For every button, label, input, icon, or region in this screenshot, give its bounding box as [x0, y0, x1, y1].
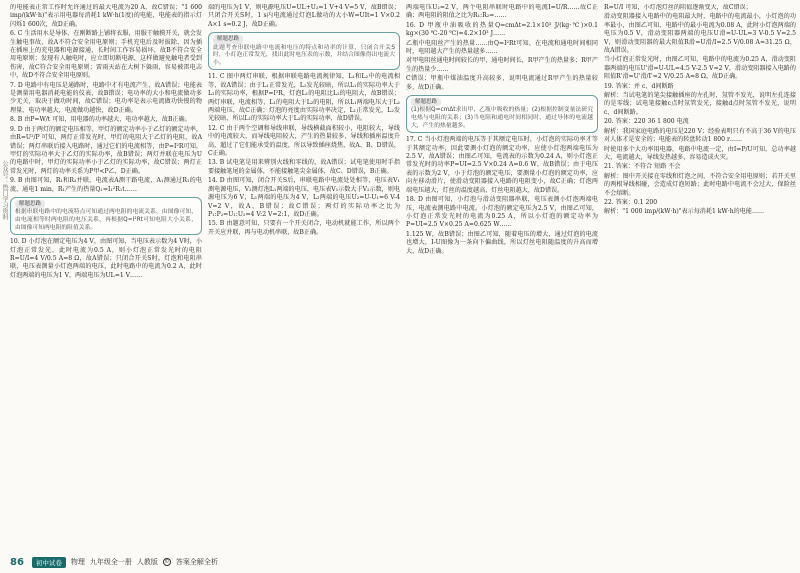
paragraph: 时使用多个大功率用电器，电路中电流一定，由I=P/U可知，总功率越大，电流越大，导线发热越多，容易造成火灾。 — [604, 145, 796, 161]
edition-label: 人教版 — [136, 558, 158, 566]
copyright-icon: © — [164, 559, 170, 565]
paragraph: 19. 答案：并 c、d间断路 — [604, 82, 674, 90]
paragraph: 9. D 由于两灯的额定电压相等，甲灯的额定功率小于乙灯的额定功率，由R=U²/P 可知，两灯正常发光时，甲灯的电阻大于乙灯的电阻，故A错误；两灯串联后接入电路时，通过它们的电流相等，由P=I²R可知，甲灯的实际功率大于乙灯的实际功率，故B错误；两灯并联在电压为U的电路中时，甲灯的实际功率小于乙灯的实际功率，故C错误；两灯正常发光时，两灯的功率关系为P甲<P乙，D正确。 — [10, 125, 202, 175]
paragraph: 乙瓶中电阻丝产生的热量……由Q=I²Rt可知，在电流和通电时间相同时，电阻越大产生的热量越多…… — [406, 39, 598, 56]
box-text: 此题考查串联电路中电流和电压的特点和功率的计算，只闭合开关S时，小灯泡正常发光，找出此时电压表的示数，并结合图像得出电流大小。 — [213, 44, 395, 66]
paragraph: 解析：我国家庭电路的电压是220 V；经验表明只有不高于36 V的电压对人体才是安全的；电能表的转盘转动1 800 r…… — [604, 127, 796, 144]
paragraph: 解析：图中开关接在零线和灯泡之间，不符合安全用电原则；若开关里的两根导线相碰，会造成灯泡短路；此时电路中电流不会过大，保险丝不会熔断。 — [604, 172, 796, 197]
paragraph: 22. 答案：0.1 200 — [604, 198, 658, 206]
paragraph: 解析：当试电笔的笔尖接触插座的左孔时，氖管不发光，说明左孔连接的是零线；试电笔接触c点时氖管发光，接触d点时氖管不发光，说明c、d间断路。 — [604, 92, 796, 116]
paragraph: 7. D 电路中有电压是通路时，电路中才有电流产生，故A错误；电能表是测量用电器消耗电能的仪表，故B错误；电功率的大小和电流做功多少无关，取决于做功时间，故C错误；电功率是表示电流做功快慢的物理量，电功率越大，电流做功越快，故D正确。 — [10, 81, 202, 114]
paragraph: 14. D 由图可知，闭合开关S后，串联电路中电流处处相等，电压表V₁测电源电压，V₂测灯泡L₁两端的电压，电压表V₁示数大于V₂示数，则电源电压为6 V，L₁两端的电压为4 V，L₂两端的电压U₂=U-U₁=6 V-4 V=2 V，故A、B错误；故C错误；两灯的实际功率之比为P₁:P₂=U₁:U₂=4 V:2 V=2:1，故D正确。 — [208, 177, 400, 218]
paragraph: 1.125 W，故B错误；由图乙可知，随着电压的增大，通过灯泡的电流也增大，I-U图像为一条向下偏曲线，所以灯丝电阻随温度的升高而增大，故D正确。 — [406, 230, 598, 255]
paragraph: 13. B 试电笔是用来辨别火线和零线的，故A错误；试电笔使用时手指要接触笔尾的金属体，不能接触笔尖金属体，故C、D错误，B正确。 — [208, 159, 400, 175]
box-title: 解题思路 — [411, 98, 441, 106]
grade-label: 九年级全一册 — [89, 558, 132, 566]
paragraph: 17. C 当小灯泡两端的电压等于其额定电压时，小灯泡的实际功率才等于其额定功率，因此要测小灯泡的额定功率，应使小灯泡两端电压为2.5 V，故A错误；由图乙可知，电流表的示数为0.24 A，则小灯泡正常发光时的功率P=UI=2.5 V×0.24 A=0.6 W，故B错误；由于电压表的示数为2 V，小于灯泡的额定电压，要测量小灯泡的额定功率，应向左移动滑片，使滑动变阻器接入电路的电阻变小，故C正确；灯泡两端电压越大，灯丝的温度越高，灯丝电阻越大，故D错误。 — [406, 136, 598, 194]
paragraph: 21. 答案：不符合 短路 不会 — [604, 163, 681, 171]
solution-tip-box — [208, 32, 400, 70]
paragraph: 20. 答案：220 36 1 800 电流 — [604, 118, 689, 126]
answer-label: 答案全解全析 — [175, 558, 218, 566]
column-3 — [406, 4, 598, 552]
box-text: (1)根据Q=cmΔt求出甲、乙瓶中吸收的热量；(2)根据控制变量法研究电热与电阻的关系；(3)当电阻和通电时间相同时，通过导体的电流越大，产生的热量越多。 — [411, 107, 593, 129]
page-body — [10, 4, 796, 552]
paragraph: C错误；甲瓶中煤油温度升高较多，说明电流通过R甲产生的热量较多，故D正确。 — [406, 75, 598, 91]
paragraph: 16. D 甲瓶中油吸收的热量Q=cmΔt=2.1×10³ J/(kg·℃)×0.1 kg×(30 ℃-20 ℃)=4.2×10³ J…… — [406, 21, 598, 38]
solution-tip-box — [10, 197, 202, 235]
paragraph: 端的电压为1 V，则电源电压U=UL+U₂=1 V+4 V=5 V，故B错误；只闭合开关S时，1 s内电流通过灯泡L做功的大小W=UIt=1 V×0.2 A×1 s=0.2 J，故D正确。 — [208, 4, 400, 28]
paragraph: 11. C 图中两灯串联，根据串联电路电流规律知，L₁和L₂中的电流相等，故A错误；由于L₁正常发光，L₂发光较暗，所以L₁的实际功率大于L₂的实际功率，根据P=I²R，灯泡L₁的电阻比L₂的电阻大，故B错误；两灯串联，电流相等，L₁的电阻大于L₂的电阻，所以L₁两端电压大于L₂两端电压，故C正确；灯泡的亮度由实际功率决定，L₁正常发光，L₂发光较暗，所以L₁的实际功率大于L₂的实际功率，故D错误。 — [208, 73, 400, 123]
column-4 — [604, 4, 796, 552]
page-footer — [10, 555, 218, 569]
page-number: 86 — [10, 556, 24, 568]
box-text: 根据串联电路中的电流特点可知通过两电阻的电流关系，由图像可知，由电流相等时两电阻的电压关系，再根据Q=I²Rt可知电阻大小关系，由图像可知两电阻的阻值关系。 — [15, 209, 197, 231]
subject-label: 物理 — [70, 558, 85, 566]
column-2 — [208, 4, 400, 552]
paragraph: 6. C 生活用水是导体，在刚断路上铺将衣服，用服干触摸开关，就会发生触电事故，故A不符合安全用电原则；手机充电后及时拔除，因为插在插座上的充电器和电源接通，长时间工作容易损坏，故B不符合安全用电原则；发现有人触电时，应立即切断电源，这样做避免触电者受到伤害，故C符合安全用电原则；雷雨天站在大树下躲雨，容易被雷电击中，故D不符合安全用电原则。 — [10, 30, 202, 80]
paragraph: 18. D 由图可知，小灯泡与滑动变阻器串联，电压表测小灯泡两端电压，电流表测电路中电流。小灯泡的额定电压为2.5 V，由图乙可知，小灯泡正常发光时的电流为0.25 A，所以小灯泡的额定功率为P=UI=2.5 V×0.25 A=0.625 W…… — [406, 196, 598, 229]
paragraph: R=U/I 可知，小灯泡灯丝的阻值逐渐变大，故C错误； — [604, 4, 752, 11]
paragraph: 两端电压U₂=2 V，两个电阻串联时电路中的电流I=U/R……故C正确；两电阻的阻值之比为R₁:R₂=…… — [406, 4, 598, 20]
column-1 — [10, 4, 202, 552]
box-title: 解题思路 — [213, 35, 243, 43]
paragraph: 滑动变阻器接入电路中的电阻最大时，电路中的电流最小，小灯泡的功率最小，由图乙可知，电路中的最小电流为0.08 A，此时小灯泡两端的电压为0.5 V，滑动变阻器两端的电压U滑=U-UL=3 V-0.5 V=2.5 V，则滑动变阻器的最大阻值R滑=U滑/I=2.5 V/0.08 A=31.25 Ω，故A错误。 — [604, 13, 796, 55]
box-title: 解题思路 — [15, 200, 45, 208]
paragraph: 解析："1 000 imp/(kW·h)"表示每消耗1 kW·h的电能…… — [604, 208, 765, 216]
sidebar-text: 公众号：热门学习资料 — [1, 160, 8, 220]
brand-label: 初中试卷 — [32, 557, 66, 568]
paragraph: 当小灯泡正常发光时，由图乙可知，电路中的电流为0.25 A，滑动变阻器两端的电压U'滑=U-UL=4.5 V-2.5 V=2 V，滑动变阻器接入电路的阻值R'滑=U'滑/I'=2 V/0.25 A=8 Ω，故D正确。 — [604, 56, 796, 81]
paragraph: 的电能表正常工作时允许通过的最大电流为20 A，故C错误；"1 600 imp/(kW·h)"表示用电器每消耗1 kW·h(1度)的电能，电能表的指示灯闪烁1 600次，故D正确。 — [10, 4, 202, 28]
paragraph: 10. D 小灯泡在额定电压为4 V，由图可知，当电压表示数为4 V时，小灯泡正常发光，此时电流为0.5 A，则小灯泡正常发光时的电阻R=U/I=4 V/0.5 A=8 Ω，故A错误；只闭合开关S时，灯泡和电阻串联，电压表测量小灯泡两端的电压，此时电路中的电流为0.2 A，此时灯泡两端的电压为1 V，两端电压为UL=1 V…… — [10, 238, 202, 279]
paragraph: 12. C 由于两个空调和导线串联，导线横截面积较小，电阻较大，导线中的电流较大，而导线电阻较大，产生的热量较多，导线和插座温度升高，超过了它们能承受的温度，所以导致插座烧焦，故A、B、D错误，C正确。 — [208, 124, 400, 158]
solution-tip-box — [406, 95, 598, 133]
sidebar-watermark — [0, 160, 9, 460]
paragraph: 9. B 由图可知，R₁和R₂并联，电流表A测干路电流，A₁测通过R₁的电流，通电1 min，R₁产生的热量Q₁=I₁²R₁t…… — [10, 177, 202, 193]
paragraph: 15. B 由题意可知，只要有一个开关闭合，电动机就能工作，所以两个开关应并联，再与电动机串联，故B正确。 — [208, 220, 400, 236]
paragraph: 对甲电阻丝通电时间较长的甲，通电时间长，R甲产生的热量多；R甲产生的热量少…… — [406, 57, 598, 73]
paragraph: 8. B 由P=W/t 可知，用电器的功率越大，电功率越大，故B正确。 — [10, 116, 191, 124]
